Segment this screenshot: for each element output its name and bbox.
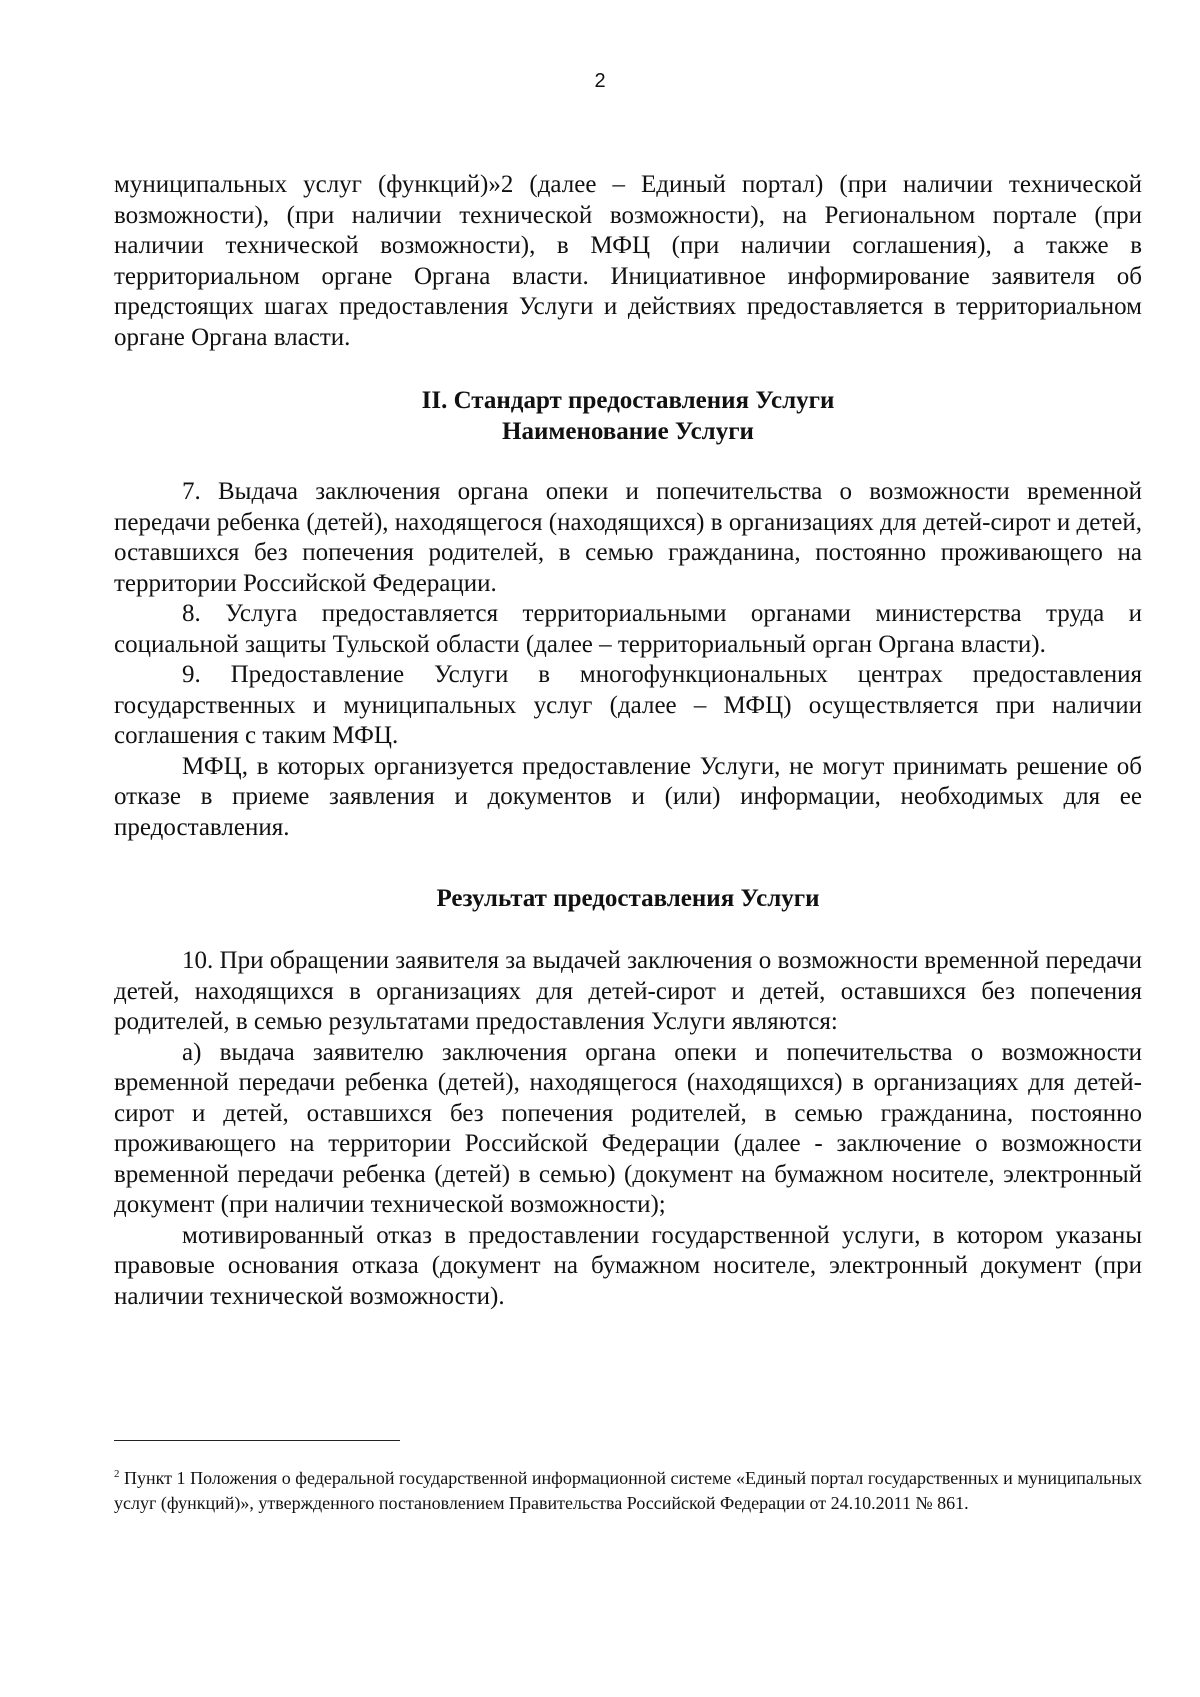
footnote-text: Пункт 1 Положения о федеральной государственной информационной системе «Единый портал государственных и муниципальных услуг (функций)», утвержденного постановлением Правительства Российской Федерации от 24.10.2011 № 861.: [114, 1468, 1143, 1513]
section-heading-line-1: II. Стандарт предоставления Услуги: [421, 387, 835, 414]
footnote-divider: [114, 1440, 400, 1441]
result-heading: Результат предоставления Услуги: [436, 885, 820, 912]
document-body: [114, 170, 1142, 1312]
intro-paragraph: муниципальных услуг (функций)»2 (далее – Единый портал) (при наличии технической возможности), (при наличии технической возможности), на Региональном портале (при наличии технической возможности), в МФЦ (при наличии соглашения), а также в территориальном органе Органа власти. Инициативное информирование заявителя об предстоящих шагах предоставления Услуги и действиях предоставляется в территориальном органе Органа власти.: [114, 171, 1142, 351]
paragraph-8: 8. Услуга предоставляется территориальными органами министерства труда и социальной защиты Тульской области (далее – территориальный орган Органа власти).: [114, 600, 1142, 658]
paragraph-7: 7. Выдача заключения органа опеки и попечительства о возможности временной передачи ребенка (детей), находящегося (находящихся) в организациях для детей-сирот и детей, оставшихся без попечения родителей, в семью гражданина, постоянно проживающего на территории Российской Федерации.: [114, 478, 1142, 597]
paragraph-10-a: а) выдача заявителю заключения органа опеки и попечительства о возможности временной передачи ребенка (детей), находящегося (находящихся) в организациях для детей-сирот и детей, оставшихся без попечения родителей, в семью гражданина, постоянно проживающего на территории Российской Федерации (далее - заключение о возможности временной передачи ребенка (детей) в семью) (документ на бумажном носителе, электронный документ (при наличии технической возможности);: [114, 1038, 1142, 1218]
section-heading: [114, 385, 1142, 447]
paragraph-9: 9. Предоставление Услуги в многофункциональных центрах предоставления государственных и муниципальных услуг (далее – МФЦ) осуществляется при наличии соглашения с таким МФЦ.: [114, 661, 1142, 749]
footnote-marker: 2: [114, 1468, 120, 1480]
page-number: 2: [594, 70, 606, 92]
footnote: [114, 1462, 1142, 1515]
paragraph-refusal: мотивированный отказ в предоставлении государственной услуги, в котором указаны правовые основания отказа (документ на бумажном носителе, электронный документ (при наличии технической возможности).: [114, 1221, 1142, 1310]
paragraph-10: 10. При обращении заявителя за выдачей заключения о возможности временной передачи детей, находящихся в организациях для детей-сирот и детей, оставшихся без попечения родителей, в семью результатами предоставления Услуги являются:: [114, 947, 1142, 1035]
section-heading-line-2: Наименование Услуги: [502, 418, 754, 445]
paragraph-mfc: МФЦ, в которых организуется предоставление Услуги, не могут принимать решение об отказе в приеме заявления и документов и (или) информации, необходимых для ее предоставления.: [114, 752, 1142, 841]
